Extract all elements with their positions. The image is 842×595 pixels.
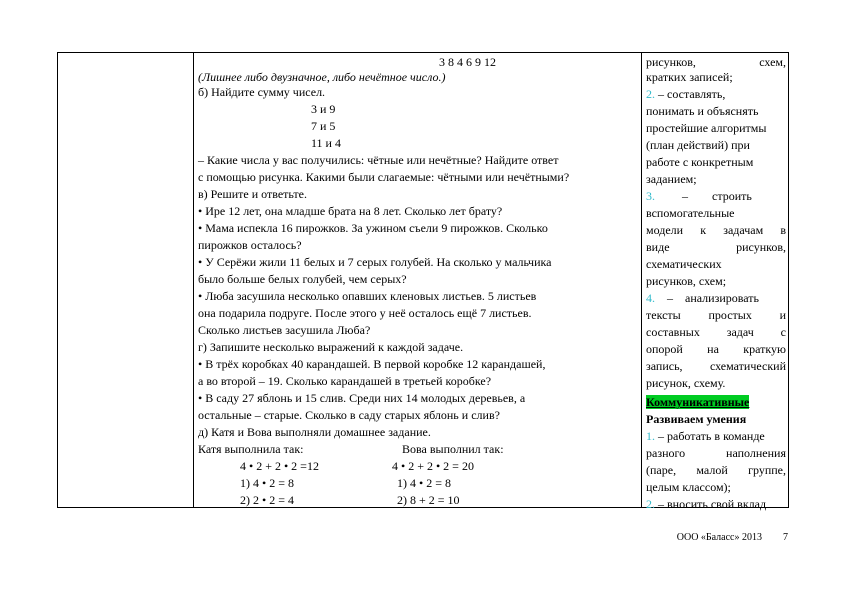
skill-line: [646, 325, 786, 339]
lesson-table: [57, 52, 789, 511]
skill-text: – составлять,: [655, 87, 726, 101]
skill-text: вспомогательные: [646, 206, 735, 220]
skill-text: составных задач с: [646, 325, 786, 339]
skill-text: – вносить свой вклад: [655, 497, 767, 511]
skills-column: [642, 53, 786, 511]
skill-text: разного наполнения: [646, 446, 786, 460]
task-line: б) Найдите сумму чисел.: [198, 85, 326, 99]
task-line: остальные – старые. Сколько в саду старых яблонь и слив?: [198, 408, 500, 422]
task-line: в) Решите и ответьте.: [198, 187, 307, 201]
skill-line: [646, 274, 786, 288]
skill-text: простейшие алгоритмы: [646, 121, 767, 135]
skill-line: [646, 55, 786, 69]
skill-text: рисунок, схему.: [646, 376, 726, 390]
task-line: • В трёх коробках 40 карандашей. В первой коробке 12 карандашей,: [198, 357, 546, 371]
skill-line: [646, 121, 786, 135]
task-line: г) Запишите несколько выражений к каждой задаче.: [198, 340, 464, 354]
skill-line: [646, 412, 786, 426]
task-line: 2) 8 + 2 = 10: [397, 493, 460, 507]
skill-line: [646, 395, 786, 409]
skill-text: Развиваем умения: [646, 412, 747, 426]
skill-line: [646, 480, 786, 494]
skill-line: [646, 206, 786, 220]
publisher-label: ООО «Баласс» 2013: [676, 532, 762, 543]
task-line: (Лишнее либо двузначное, либо нечётное число.): [198, 70, 446, 84]
task-line: 11 и 4: [311, 136, 341, 150]
skill-line: [646, 104, 786, 118]
skill-text: – анализировать: [655, 291, 759, 305]
skill-text: модели к задачам в: [646, 223, 786, 237]
skill-line: [646, 223, 786, 237]
skill-line: [646, 155, 786, 169]
item-number: 2.: [646, 497, 655, 511]
skill-line: [646, 87, 786, 101]
skill-text: работе с конкретным: [646, 155, 754, 169]
skill-line: [646, 342, 786, 356]
skill-text: кратких записей;: [646, 70, 733, 84]
item-number: 2.: [646, 87, 655, 101]
task-line: • В саду 27 яблонь и 15 слив. Среди них 14 молодых деревьев, а: [198, 391, 526, 405]
skill-line: [646, 172, 786, 186]
skill-text: – работать в команде: [655, 429, 765, 443]
task-line: Сколько листьев засушила Люба?: [198, 323, 371, 337]
tasks-column: [194, 53, 644, 507]
task-line: • Ире 12 лет, она младше брата на 8 лет. Сколько лет брату?: [198, 204, 503, 218]
skill-text: запись, схематический: [646, 359, 786, 373]
skill-line: [646, 70, 786, 84]
task-line: а во второй – 19. Сколько карандашей в третьей коробке?: [198, 374, 492, 388]
skill-line: [646, 308, 786, 322]
skill-line: [646, 257, 786, 271]
skill-line: [646, 138, 786, 152]
task-line: 1) 4 • 2 = 8: [397, 476, 451, 490]
skill-text: схематических: [646, 257, 722, 271]
task-line: 1) 4 • 2 = 8: [240, 476, 294, 490]
skill-text: – строить: [655, 189, 752, 203]
skill-text: целым классом);: [646, 480, 731, 494]
skill-text: рисунков, схем;: [646, 274, 727, 288]
task-line: 2) 2 • 2 = 4: [240, 493, 294, 507]
task-line: Катя выполнила так:: [198, 442, 304, 456]
task-line: 4 • 2 + 2 • 2 = 20: [392, 459, 474, 473]
task-line: – Какие числа у вас получились: чётные или нечётные? Найдите ответ: [198, 153, 559, 167]
skill-line: [646, 189, 786, 203]
skill-text: рисунков, схем,: [646, 55, 786, 69]
skill-text: (паре, малой группе,: [646, 463, 786, 477]
task-line: пирожков осталось?: [198, 238, 302, 252]
page-number: 7: [783, 532, 788, 543]
task-line: д) Катя и Вова выполняли домашнее задание.: [198, 425, 431, 439]
task-line: • У Серёжи жили 11 белых и 7 серых голубей. На сколько у мальчика: [198, 255, 552, 269]
item-number: 3.: [646, 189, 655, 203]
task-line: 3 и 9: [311, 102, 336, 116]
skill-line: [646, 446, 786, 460]
skill-text: заданием;: [646, 172, 697, 186]
task-line: 7 и 5: [311, 119, 336, 133]
page-footer: [677, 532, 788, 543]
skill-line: [646, 291, 786, 305]
skill-line: [646, 497, 786, 511]
task-line: она подарила подруге. После этого у неё осталось ещё 7 листьев.: [198, 306, 532, 320]
task-line: 3 8 4 6 9 12: [439, 55, 496, 69]
skill-line: [646, 240, 786, 254]
skill-line: [646, 429, 786, 443]
task-line: Вова выполнил так:: [402, 442, 504, 456]
skill-line: [646, 359, 786, 373]
skill-text: Коммуникативные: [646, 395, 750, 409]
skill-text: виде рисунков,: [646, 240, 786, 254]
task-line: • Люба засушила несколько опавших кленовых листьев. 5 листьев: [198, 289, 537, 303]
task-line: с помощью рисунка. Какими были слагаемые: чётными или нечётными?: [198, 170, 570, 184]
task-line: было больше белых голубей, чем серых?: [198, 272, 407, 286]
skill-text: тексты простых и: [646, 308, 786, 322]
task-line: 4 • 2 + 2 • 2 =12: [240, 459, 319, 473]
skill-line: [646, 376, 786, 390]
item-number: 1.: [646, 429, 655, 443]
item-number: 4.: [646, 291, 655, 305]
skill-text: опорой на краткую: [646, 342, 786, 356]
skill-text: (план действий) при: [646, 138, 750, 152]
task-line: • Мама испекла 16 пирожков. За ужином съели 9 пирожков. Сколько: [198, 221, 548, 235]
skill-line: [646, 463, 786, 477]
skill-text: понимать и объяснять: [646, 104, 759, 118]
